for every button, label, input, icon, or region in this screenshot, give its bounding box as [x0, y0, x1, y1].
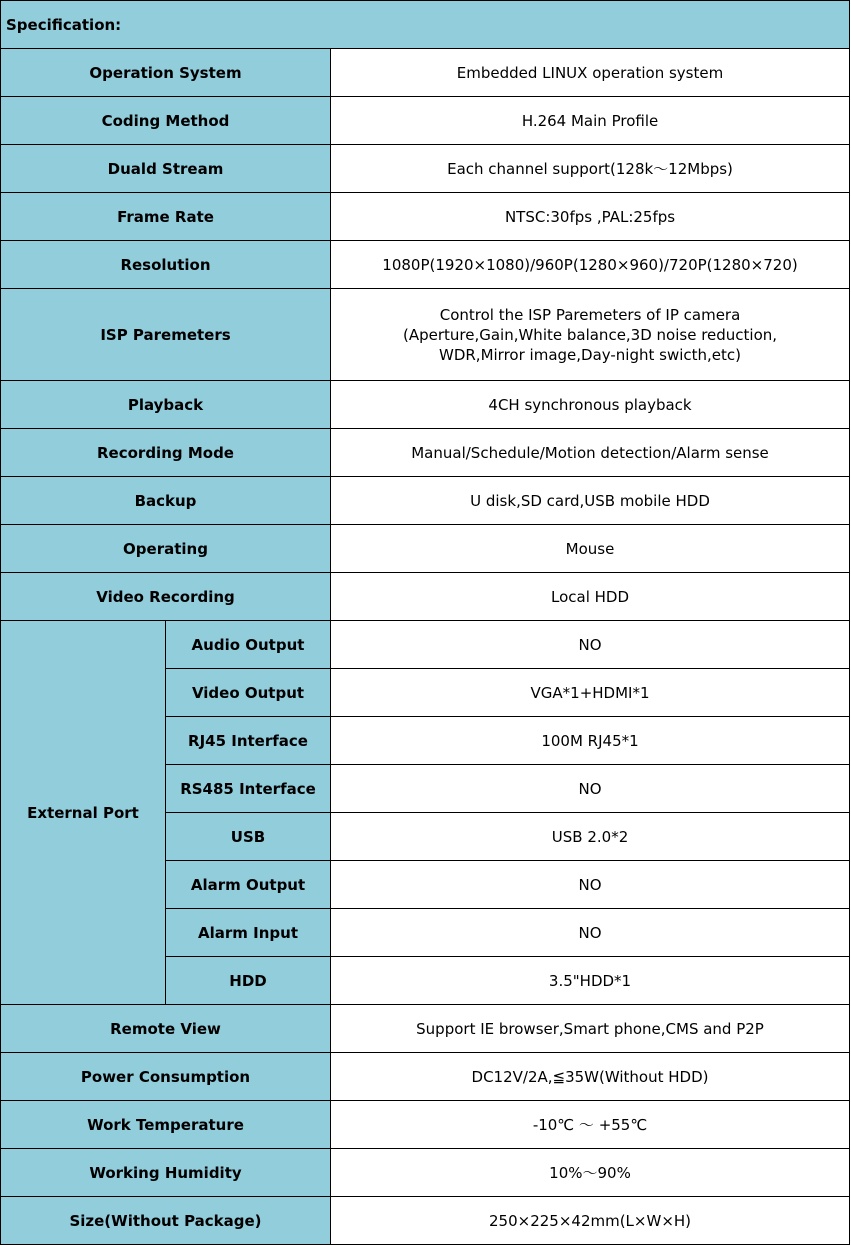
row-label: Recording Mode: [1, 429, 331, 477]
value-line: (Aperture,Gain,White balance,3D noise reduction,: [402, 325, 778, 344]
table-row: [1, 429, 850, 477]
row-label: Frame Rate: [1, 193, 331, 241]
row-value: Local HDD: [331, 573, 850, 621]
row-label: Audio Output: [166, 621, 331, 669]
row-label: Alarm Input: [166, 909, 331, 957]
row-label: RJ45 Interface: [166, 717, 331, 765]
row-value: 1080P(1920×1080)/960P(1280×960)/720P(1280×720): [331, 241, 850, 289]
value-line: Control the ISP Paremeters of IP camera: [439, 305, 741, 324]
row-label: ISP Paremeters: [1, 289, 331, 381]
row-value: 100M RJ45*1: [331, 717, 850, 765]
table-row: [1, 1053, 850, 1101]
row-label: Work Temperature: [1, 1101, 331, 1149]
row-value: Manual/Schedule/Motion detection/Alarm sense: [331, 429, 850, 477]
table-row: [1, 1197, 850, 1245]
row-value: Embedded LINUX operation system: [331, 49, 850, 97]
row-label: RS485 Interface: [166, 765, 331, 813]
row-label: Coding Method: [1, 97, 331, 145]
table-row: [1, 97, 850, 145]
row-label: Video Recording: [1, 573, 331, 621]
row-label: Power Consumption: [1, 1053, 331, 1101]
external-port-label: External Port: [1, 621, 166, 1005]
row-value: Support IE browser,Smart phone,CMS and P2P: [331, 1005, 850, 1053]
row-value: [331, 289, 850, 381]
table-row: [1, 193, 850, 241]
row-label: Working Humidity: [1, 1149, 331, 1197]
row-value: 250×225×42mm(L×W×H): [331, 1197, 850, 1245]
table-row: [1, 289, 850, 381]
table-title-row: [1, 1, 850, 49]
table-row: [1, 1005, 850, 1053]
row-label: HDD: [166, 957, 331, 1005]
row-value: Each channel support(128k～12Mbps): [331, 145, 850, 193]
row-value: NO: [331, 909, 850, 957]
row-value: U disk,SD card,USB mobile HDD: [331, 477, 850, 525]
row-label: Remote View: [1, 1005, 331, 1053]
row-label: Resolution: [1, 241, 331, 289]
row-label: Alarm Output: [166, 861, 331, 909]
row-label: Size(Without Package): [1, 1197, 331, 1245]
table-row: [1, 241, 850, 289]
table-row: [1, 621, 850, 669]
table-row: [1, 145, 850, 193]
row-label: USB: [166, 813, 331, 861]
row-label: Operation System: [1, 49, 331, 97]
table-row: [1, 1149, 850, 1197]
row-label: Duald Stream: [1, 145, 331, 193]
row-value: -10℃ ～ +55℃: [331, 1101, 850, 1149]
row-label: Operating: [1, 525, 331, 573]
table-row: [1, 525, 850, 573]
row-label: Video Output: [166, 669, 331, 717]
table-row: [1, 381, 850, 429]
table-row: [1, 1101, 850, 1149]
row-label: Playback: [1, 381, 331, 429]
row-value: 10%～90%: [331, 1149, 850, 1197]
row-value: Mouse: [331, 525, 850, 573]
row-value: H.264 Main Profile: [331, 97, 850, 145]
row-value: NTSC:30fps ,PAL:25fps: [331, 193, 850, 241]
table-row: [1, 573, 850, 621]
row-value: DC12V/2A,≦35W(Without HDD): [331, 1053, 850, 1101]
row-value: NO: [331, 621, 850, 669]
row-value: 3.5"HDD*1: [331, 957, 850, 1005]
row-value: NO: [331, 765, 850, 813]
table-row: [1, 477, 850, 525]
table-title: Specification:: [1, 1, 850, 49]
row-value: NO: [331, 861, 850, 909]
value-line: WDR,Mirror image,Day-night swicth,etc): [439, 345, 742, 364]
row-label: Backup: [1, 477, 331, 525]
row-value: USB 2.0*2: [331, 813, 850, 861]
row-value: 4CH synchronous playback: [331, 381, 850, 429]
table-row: [1, 49, 850, 97]
row-value: VGA*1+HDMI*1: [331, 669, 850, 717]
